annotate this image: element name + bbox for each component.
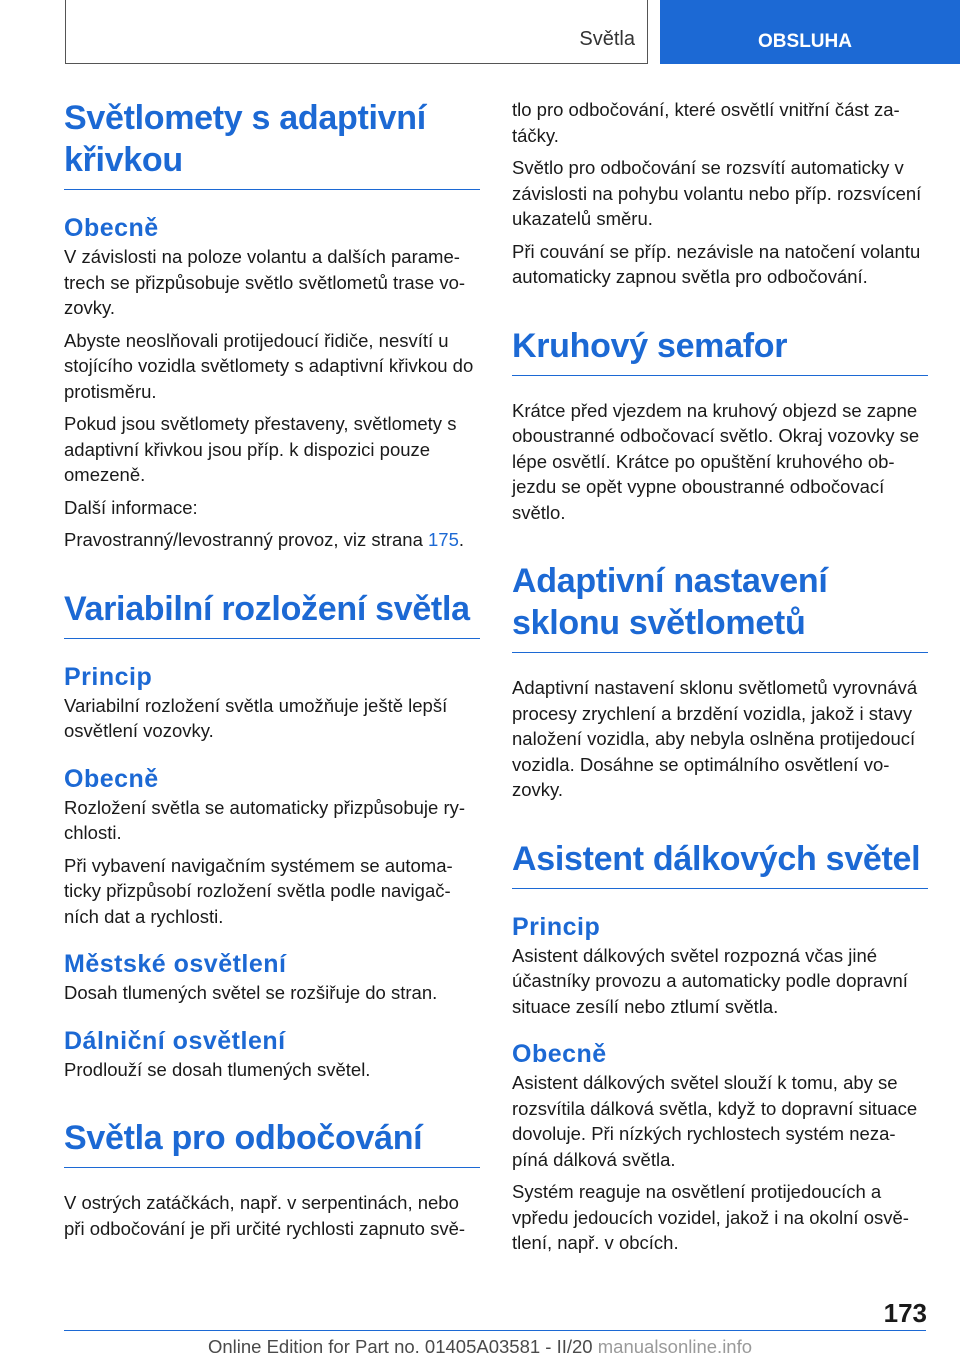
footer-watermark-brand: manualsonline.info	[592, 1336, 753, 1357]
paragraph: Prodlouží se dosah tlumených světel.	[64, 1058, 371, 1080]
header-frame	[65, 0, 648, 64]
page-link[interactable]: 175	[428, 529, 459, 550]
heading-roundabout-light: Kruhový semafor	[512, 325, 928, 376]
heading-adaptive-leveling: Adaptivní nastavení sklonu světlometů	[512, 560, 928, 653]
paragraph: Systém reaguje na osvětlení protijedoucích a vpředu jedoucích vozidel, jakož i na okolní osvě-tlení, např. v obcích.	[512, 1181, 909, 1253]
page-number: 173	[883, 1298, 927, 1328]
paragraph: Při vybavení navigačním systémem se automa-ticky přizpůsobí rozložení světla podle navigač-ních dat a rychlosti.	[64, 854, 453, 927]
footer-divider	[64, 1330, 926, 1331]
header-section-title: Světla	[579, 28, 635, 50]
subheading-general-1: Obecně	[64, 214, 159, 242]
paragraph: Variabilní rozložení světla umožňuje ještě lepší osvětlení vozovky.	[64, 694, 448, 741]
paragraph: Krátce před vjezdem na kruhový objezd se zapne oboustranné odbočovací světlo. Okraj vozovky se lépe osvětlí. Krátce po opuštění kruhového ob-jezdu se opět vypne oboustranné odbočovací světlo.	[512, 399, 920, 523]
paragraph: Pokud jsou světlomety přestaveny, světlomety s adaptivní křivkou jsou příp. k dispozici pouze omezeně.	[64, 413, 457, 485]
paragraph: Asistent dálkových světel slouží k tomu, aby se rozsvítila dálková světla, když to dopravní situace dovoluje. Při nízkých rychlostech systém neza-píná dálková světla.	[512, 1072, 918, 1170]
heading-cornering-lights: Světla pro odbočování	[64, 1117, 480, 1168]
paragraph: Rozložení světla se automaticky přizpůsobuje ry-chlosti.	[64, 796, 466, 843]
paragraph-cross-reference	[64, 527, 480, 553]
heading-high-beam-assistant: Asistent dálkových světel	[512, 838, 928, 889]
paragraph: Světlo pro odbočování se rozsvítí automaticky v závislosti na pohybu volantu nebo příp. rozsvícení ukazatelů směru.	[512, 157, 922, 229]
paragraph: Asistent dálkových světel rozpozná včas jiné účastníky provozu a automaticky podle dopravní situace zesílí nebo ztlumí světla.	[512, 944, 908, 1017]
subheading-general-2: Obecně	[64, 764, 159, 793]
paragraph: Další informace:	[64, 496, 198, 518]
paragraph: V ostrých zatáčkách, např. v serpentinách, nebo při odbočování je při určité rychlosti zapnuto svě-	[64, 1192, 466, 1239]
reference-end: .	[458, 529, 465, 550]
heading-adaptive-headlights: Světlomety s adaptivní křivkou	[64, 97, 480, 190]
subheading-principle-2: Princip	[512, 912, 601, 941]
paragraph: tlo pro odbočování, které osvětlí vnitřní část za-táčky.	[512, 99, 900, 146]
reference-text: Pravostranný/levostranný provoz, viz strana	[64, 529, 428, 550]
subheading-principle-1: Princip	[64, 662, 153, 691]
paragraph: Dosah tlumených světel se rozšiřuje do stran.	[64, 982, 438, 1003]
paragraph: Abyste neoslňovali protijedoucí řidiče, nesvítí u stojícího vozidla světlomety s adaptivní křivkou do protisměru.	[64, 329, 474, 402]
subheading-city-lighting: Městské osvětlení	[64, 950, 287, 978]
heading-variable-light-distribution: Variabilní rozložení světla	[64, 588, 480, 639]
footer-edition-text: Online Edition for Part no. 01405A03581 - II/20	[207, 1336, 593, 1357]
left-column	[64, 97, 480, 1248]
header-chapter-tab: OBSLUHA	[660, 0, 960, 64]
subheading-general-3: Obecně	[512, 1040, 607, 1068]
paragraph: V závislosti na poloze volantu a dalších parame-trech se přizpůsobuje světlo světlometů trase vo-zovky.	[64, 246, 466, 318]
right-column	[512, 97, 928, 1263]
paragraph: Při couvání se příp. nezávisle na natočení volantu automaticky zapnou světla pro odbočování.	[512, 240, 921, 287]
footer-edition	[0, 1336, 960, 1358]
paragraph: Adaptivní nastavení sklonu světlometů vyrovnává procesy zrychlení a brzdění vozidla, jakož i stavy naložení vozidla, aby nebyla oslněna protijedoucí vozidla. Dosáhne se optimálního osvětlení vo-zovky.	[512, 677, 918, 800]
subheading-highway-lighting: Dálniční osvětlení	[64, 1026, 286, 1055]
